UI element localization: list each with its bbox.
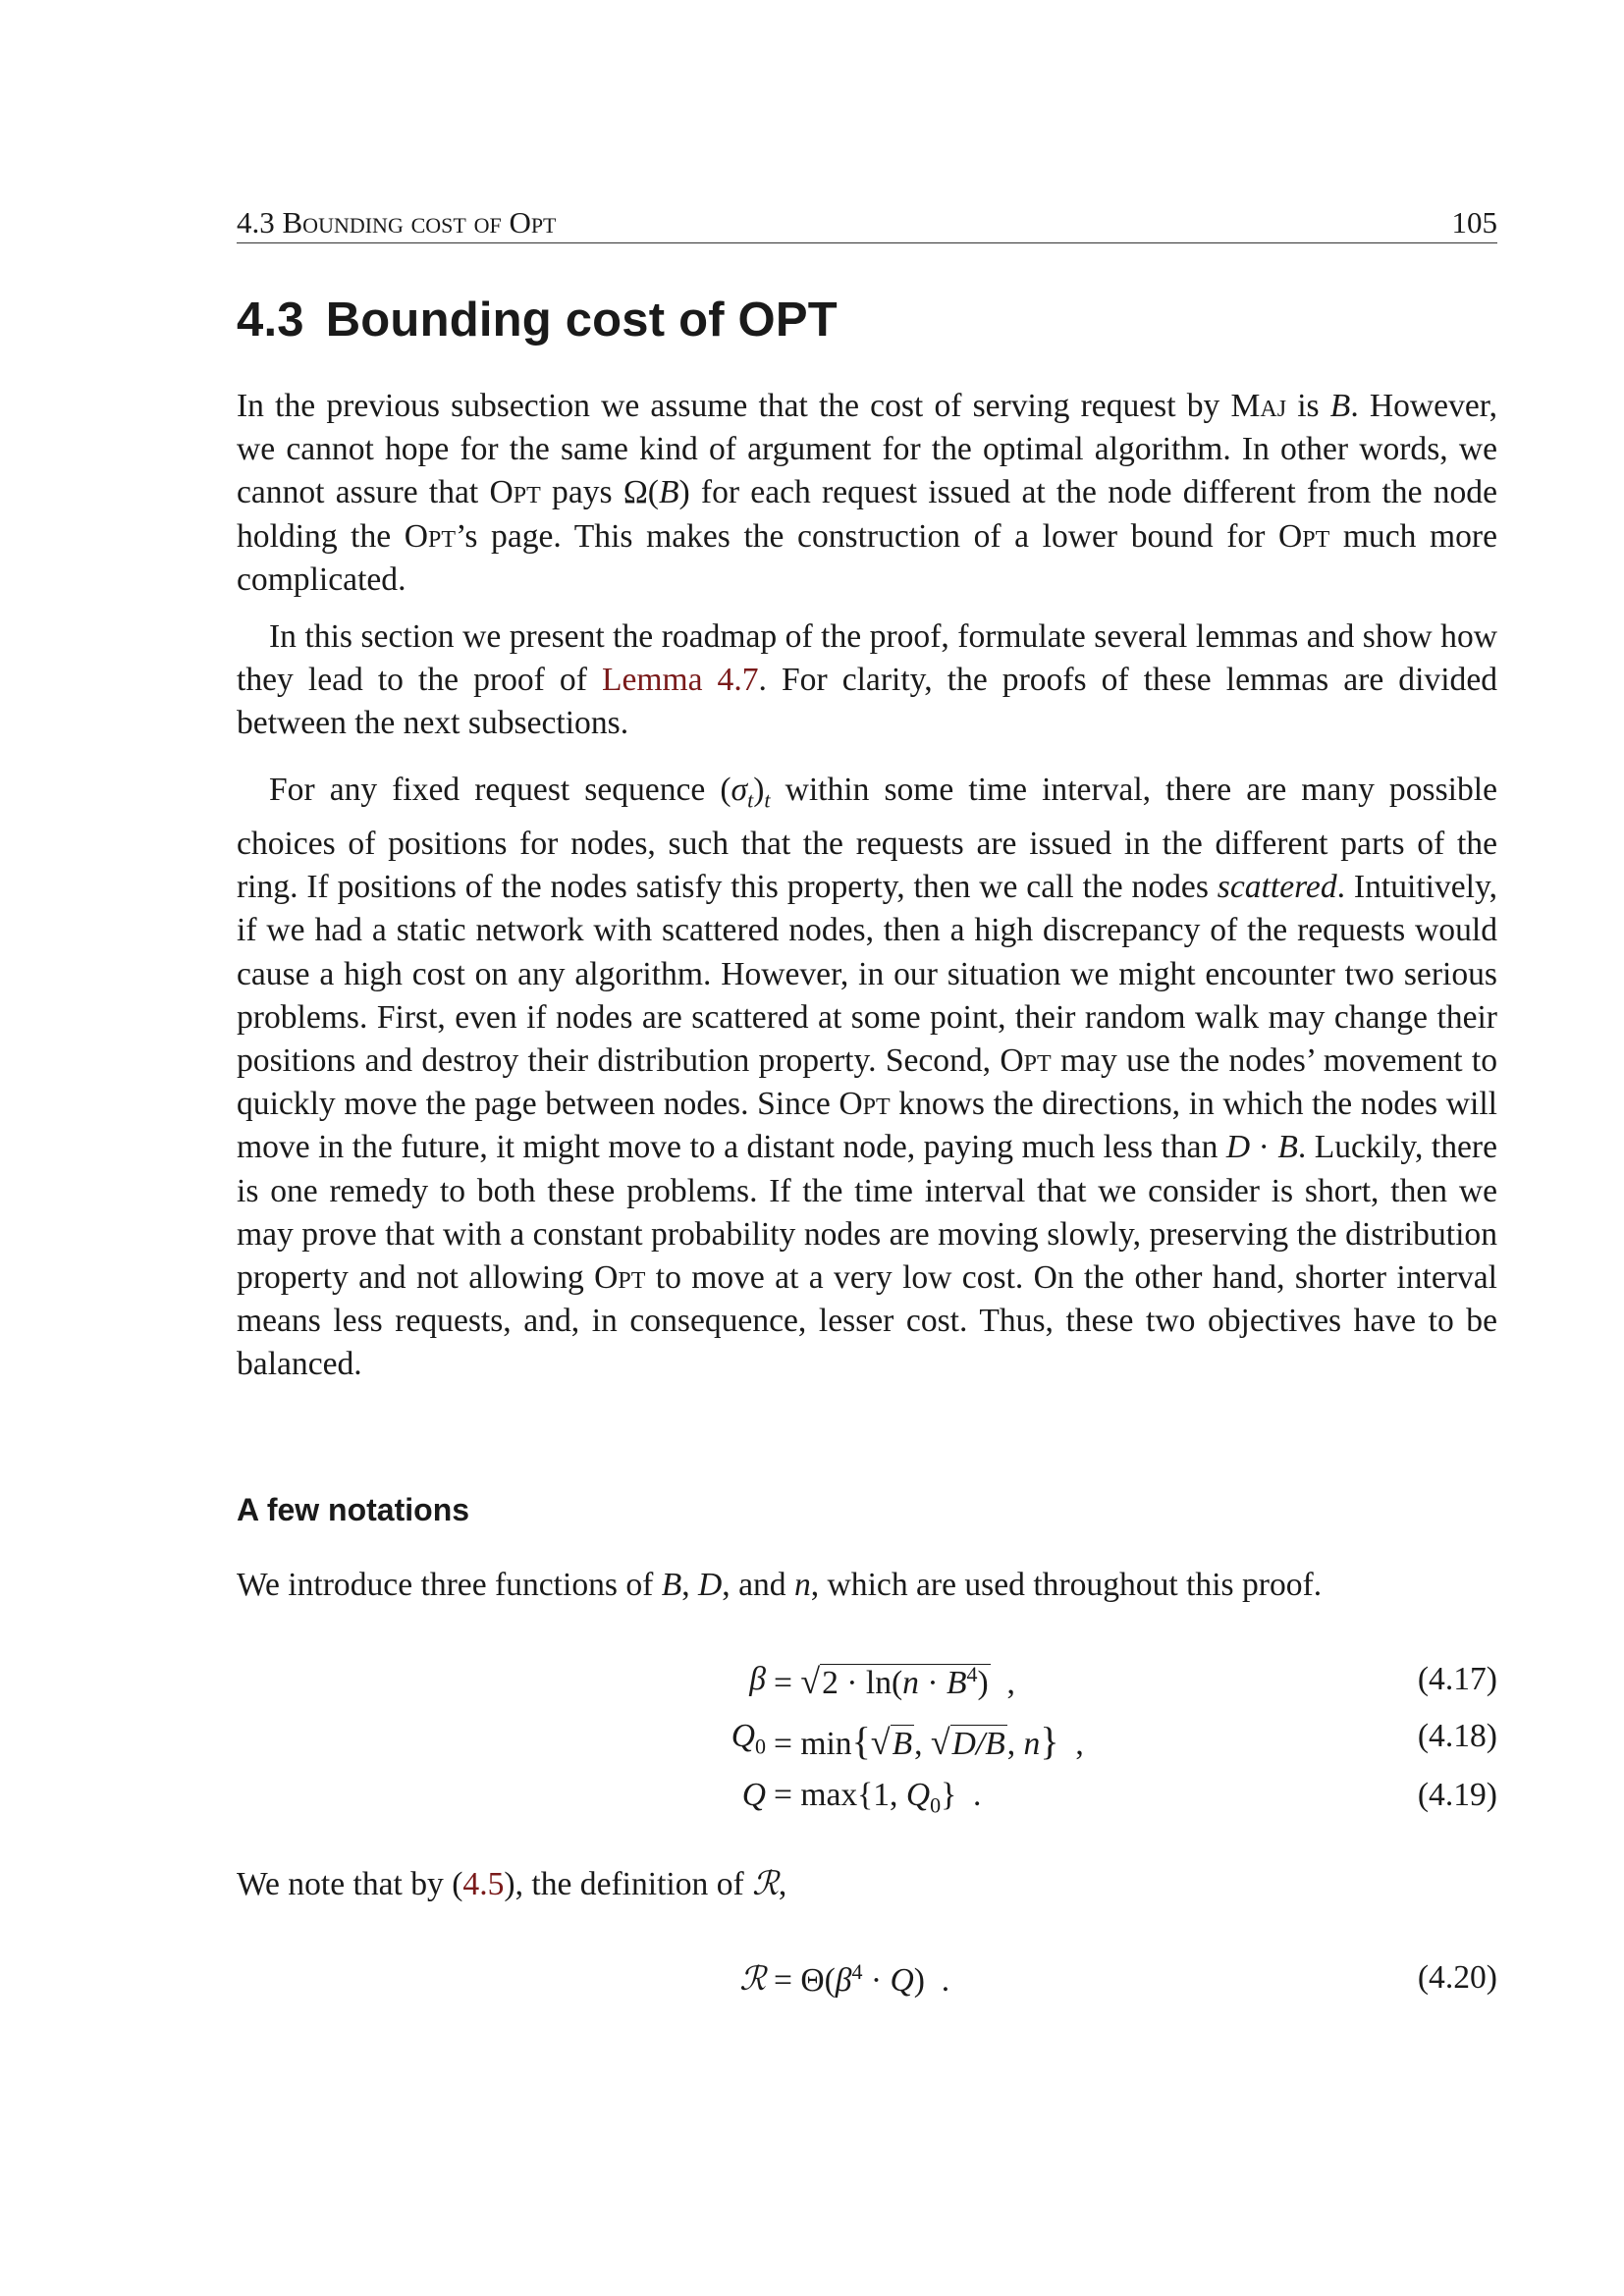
- math-text: ): [913, 1962, 925, 2000]
- math-var: D/B: [951, 1726, 1005, 1762]
- paragraph-3: [237, 769, 1497, 1387]
- section-number: 4.3: [237, 294, 304, 347]
- math-var: ℛ: [752, 1866, 779, 1902]
- text: . However, we cannot hope for the same kind of argument for the optimal algorithm. In other words, we cannot assure that: [237, 388, 1497, 511]
- math-var: Q: [731, 1718, 755, 1754]
- math-var: n: [793, 1567, 811, 1603]
- math-var: D: [698, 1567, 723, 1603]
- running-header-number: 4.3: [237, 205, 275, 240]
- text: ) for each request issued at the node different from the node holding the: [237, 474, 1498, 555]
- punctuation: .: [956, 1777, 982, 1813]
- equation-number: (4.20): [1417, 1959, 1497, 1996]
- page-number: 105: [1451, 205, 1497, 240]
- running-header: [237, 201, 1497, 243]
- punctuation: ,: [1058, 1726, 1084, 1762]
- math-subscript: 0: [755, 1734, 766, 1759]
- math-superscript: 4: [966, 1661, 978, 1686]
- math-var: D: [1225, 1129, 1251, 1166]
- text: much more complicated.: [237, 517, 1497, 598]
- algorithm-name: Opt: [404, 517, 457, 555]
- equation-lhs: Q: [741, 1777, 766, 1813]
- equation-number: (4.17): [1417, 1661, 1497, 1697]
- math-op: ·: [918, 1665, 947, 1701]
- math-var: Q: [890, 1962, 914, 2000]
- text: We introduce three functions of: [237, 1567, 662, 1603]
- math-text: }: [941, 1777, 957, 1813]
- math-var: B: [1329, 388, 1351, 424]
- math-text: ): [977, 1665, 989, 1701]
- text: ): [753, 772, 765, 808]
- equation-lhs: [731, 1718, 766, 1760]
- math-var: β: [835, 1962, 852, 2000]
- math-var: B: [946, 1665, 967, 1701]
- lemma-link[interactable]: Lemma 4.7: [601, 662, 759, 699]
- math-var: B: [658, 474, 679, 511]
- math-subscript: t: [747, 787, 754, 813]
- text: pays Ω(: [540, 474, 659, 511]
- equation-4-19: [237, 1771, 1497, 1820]
- sqrt: $√2 \cdot \ln(n \cdot B^4)$: [800, 1661, 989, 1701]
- math-subscript: 0: [930, 1792, 942, 1818]
- math-text: max{1,: [800, 1777, 906, 1813]
- text: In the previous subsection we assume that the cost of serving request by: [237, 388, 1231, 424]
- algorithm-name: Opt: [594, 1258, 646, 1296]
- sqrt: √D/B: [930, 1723, 1005, 1762]
- math-text: Θ(: [800, 1962, 836, 2000]
- math-text: 2 · ln(: [822, 1665, 903, 1701]
- running-header-title: Bounding cost of Opt: [282, 205, 557, 240]
- equation-lhs: β: [749, 1661, 766, 1697]
- algorithm-name: Opt: [1277, 517, 1330, 555]
- equation-4-18: [237, 1712, 1497, 1761]
- equation-rhs: = max{1, $Q_0$} .: [774, 1777, 982, 1818]
- text: ), the definition of: [504, 1866, 753, 1902]
- paragraph-1: [237, 385, 1497, 602]
- text: ,: [778, 1866, 787, 1902]
- math-var: n: [1023, 1726, 1041, 1762]
- text: For any fixed request sequence (: [269, 772, 731, 808]
- equation-4-17: [237, 1655, 1497, 1704]
- equation-link[interactable]: 4.5: [462, 1866, 505, 1902]
- math-var: B: [661, 1567, 682, 1603]
- math-op: ·: [1250, 1129, 1278, 1166]
- math-var: B: [1277, 1129, 1298, 1166]
- text: knows the directions, in which the nodes will move in the future, it might move to a distant node, paying much less than: [237, 1086, 1497, 1166]
- punctuation: ,: [990, 1665, 1015, 1701]
- text: to move at a very low cost. On the other hand, shorter interval means less requests, and, in consequence, lesser cost. Thus, these two objectives have to be balanced.: [237, 1258, 1497, 1383]
- sqrt: √B: [870, 1723, 913, 1762]
- math-var: Q: [905, 1777, 931, 1813]
- equation-rhs: = $\Theta(\beta^4 \cdot Q)$ .: [774, 1959, 950, 2000]
- algorithm-name: Opt: [489, 474, 541, 511]
- equation-lhs: ℛ: [739, 1961, 766, 1998]
- math-op: min: [800, 1726, 852, 1762]
- algorithm-name: Opt: [1000, 1041, 1052, 1079]
- text: . Luckily, there is one remedy to both these problems. If the time interval that we consider is short, then we may prove that with a constant probability nodes are moving slowly, preserving the distribution property and not allowing: [237, 1129, 1497, 1296]
- text: In this section we present the roadmap of the proof, formulate several lemmas and show how they lead to the proof of: [237, 618, 1497, 699]
- math-op: ·: [862, 1962, 891, 2000]
- text: ’s page. This makes the construction of a lower bound for: [456, 517, 1278, 555]
- equation-rhs: = $√2 \cdot \ln(n \cdot B^4)$ ,: [774, 1661, 1015, 1701]
- paragraph-5: [237, 1863, 1497, 1906]
- equation-number: (4.18): [1417, 1718, 1497, 1754]
- equation-4-20: [237, 1953, 1497, 2002]
- text: is: [1286, 388, 1330, 424]
- paragraph-4: [237, 1564, 1497, 1607]
- math-var: B: [892, 1726, 913, 1762]
- paragraph-2: [237, 615, 1497, 746]
- math-superscript: 4: [851, 1959, 863, 1984]
- emphasis: scattered: [1217, 869, 1337, 906]
- text: within some time interval, there are many possible choices of positions for nodes, such that the requests are issued in the different parts of the ring. If positions of the nodes satisfy this property, then we call the nodes: [237, 772, 1497, 906]
- punctuation: .: [924, 1962, 950, 2000]
- text: , and: [722, 1567, 794, 1603]
- text: . For clarity, the proofs of these lemmas are divided between the next subsections.: [237, 662, 1498, 742]
- section-title: Bounding cost of OPT: [325, 294, 838, 347]
- running-header-section: [237, 205, 557, 240]
- algorithm-name: Maj: [1230, 388, 1287, 424]
- math-var: σ: [731, 772, 748, 808]
- text: . Intuitively, if we had a static network with scattered nodes, then a high discrepancy of the requests would cause a high cost on any algorithm. However, in our situation we might encounter two serious problems. First, even if nodes are scattered at some point, their random walk may change their positions and destroy their distribution property. Second,: [237, 869, 1498, 1079]
- text: may use the nodes’ movement to quickly move the page between nodes. Since: [237, 1041, 1497, 1123]
- section-heading: [237, 293, 838, 347]
- text: , which are used throughout this proof.: [810, 1567, 1323, 1603]
- algorithm-name: Opt: [839, 1086, 891, 1123]
- equation-rhs: = min{√B, √D/B, n} ,: [774, 1719, 1084, 1763]
- equation-number: (4.19): [1417, 1777, 1497, 1813]
- text: We note that by (: [237, 1866, 463, 1902]
- math-subscript: t: [764, 787, 771, 813]
- math-var: n: [902, 1665, 919, 1701]
- text: ,: [681, 1567, 699, 1603]
- subsection-heading: A few notations: [237, 1492, 470, 1527]
